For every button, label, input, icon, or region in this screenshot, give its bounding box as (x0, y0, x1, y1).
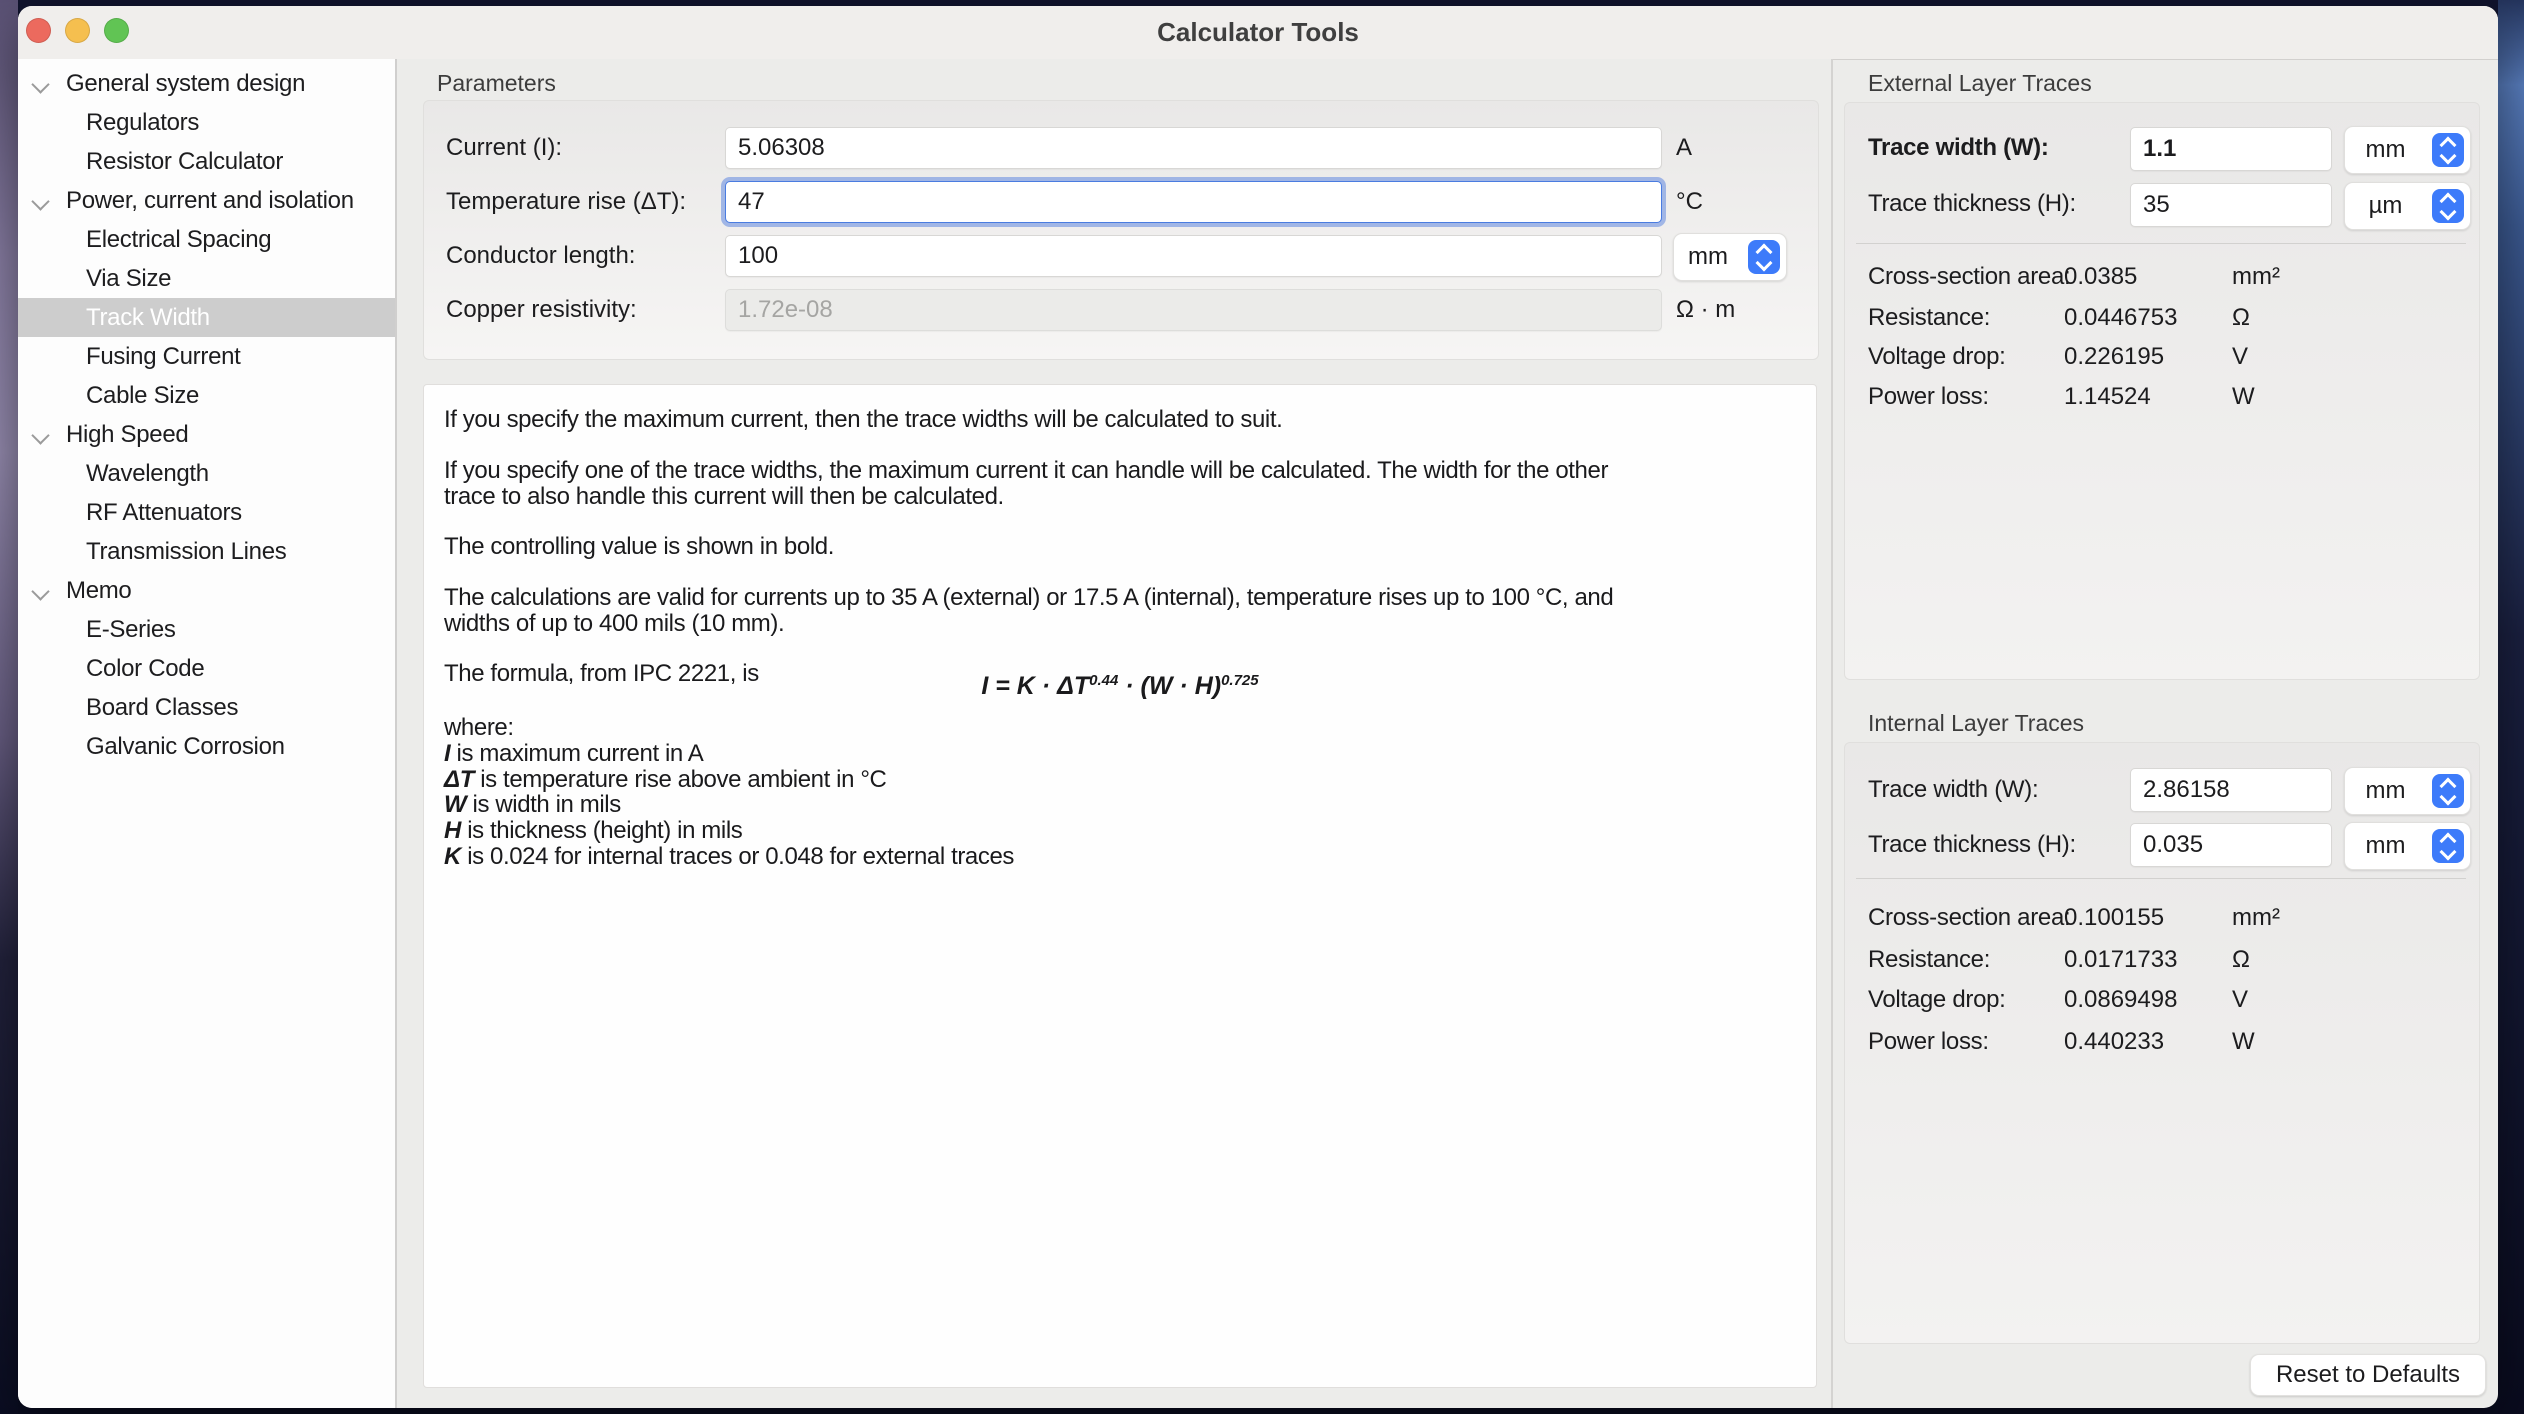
main-right-divider (1831, 59, 1833, 1408)
internal-power-loss-value: 0.440233 (2064, 1028, 2165, 1055)
internal-power-loss-label: Power loss: (1868, 1028, 1989, 1055)
internal-voltage-drop-value: 0.0869498 (2064, 986, 2178, 1013)
help-description-panel (423, 384, 1817, 1388)
current-unit: A (1676, 134, 1693, 161)
description-paragraph: The calculations are valid for currents up to 35 A (external) or 17.5 A (internal), temperature rises up to 100 °C, and (444, 584, 1614, 611)
temperature-rise-label: Temperature rise (ΔT): (446, 188, 687, 215)
internal-cross-section-label: Cross-section area: (1868, 904, 2071, 931)
internal-trace-width-label: Trace width (W): (1868, 776, 2039, 803)
internal-trace-thickness-input[interactable] (2130, 823, 2332, 867)
external-cross-section-label: Cross-section area: (1868, 263, 2071, 290)
conductor-length-label: Conductor length: (446, 242, 636, 269)
internal-power-loss-unit: W (2232, 1028, 2255, 1055)
internal-voltage-drop-unit: V (2232, 986, 2249, 1013)
external-trace-thickness-input[interactable] (2130, 183, 2332, 227)
external-voltage-drop-value: 0.226195 (2064, 343, 2165, 370)
where-item: I is maximum current in A (444, 740, 704, 767)
description-paragraph: The formula, from IPC 2221, is (444, 660, 759, 687)
stepper-icon[interactable] (2432, 133, 2464, 167)
sidebar-item-via-size[interactable]: Via Size (86, 265, 172, 292)
internal-resistance-value: 0.0171733 (2064, 946, 2178, 973)
where-item: W is width in mils (444, 791, 621, 818)
desktop-right-strip (2498, 0, 2524, 1414)
sidebar-item-general-system-design[interactable]: General system design (18, 64, 395, 103)
ipc2221-formula: $I = K \cdot \Delta T^{0.44} \cdot (W \cdot H)^{0.725}$ (981, 672, 1259, 700)
calculator-tools-window (18, 6, 2498, 1408)
description-paragraph: trace to also handle this current will then be calculated. (444, 483, 1004, 510)
where-label: where: (444, 714, 514, 741)
stepper-icon[interactable] (1748, 240, 1780, 274)
parameters-group-title: Parameters (437, 70, 556, 96)
external-voltage-drop-unit: V (2232, 343, 2249, 370)
sidebar-item-wavelength[interactable]: Wavelength (86, 460, 209, 487)
conductor-length-input[interactable] (725, 235, 1662, 277)
sidebar-item-memo[interactable]: Memo (18, 571, 395, 610)
sidebar-item-e-series[interactable]: E-Series (86, 616, 176, 643)
sidebar-item-resistor-calculator[interactable]: Resistor Calculator (86, 148, 284, 175)
internal-trace-thickness-unit-select[interactable]: mm (2344, 822, 2471, 870)
where-item: K is 0.024 for internal traces or 0.048 for external traces (444, 843, 1015, 870)
sidebar-item-cable-size[interactable]: Cable Size (86, 382, 200, 409)
external-power-loss-unit: W (2232, 383, 2255, 410)
title-bar[interactable] (18, 6, 2498, 60)
reset-to-defaults-button[interactable]: Reset to Defaults (2250, 1354, 2486, 1396)
sidebar-item-regulators[interactable]: Regulators (86, 109, 200, 136)
description-paragraph: widths of up to 400 mils (10 mm). (444, 610, 785, 637)
internal-results-divider (1856, 878, 2466, 879)
current-label: Current (I): (446, 134, 563, 161)
sidebar-item-high-speed[interactable]: High Speed (18, 415, 395, 454)
conductor-length-unit-select[interactable]: mm (1673, 233, 1787, 281)
desktop-left-strip (0, 0, 18, 1414)
external-resistance-label: Resistance: (1868, 304, 1991, 331)
chevron-down-icon[interactable] (31, 192, 49, 210)
where-item: ΔT is temperature rise above ambient in °C (444, 766, 887, 793)
internal-trace-thickness-label: Trace thickness (H): (1868, 831, 2076, 858)
calculator-tree-sidebar (18, 59, 395, 1408)
external-cross-section-value: 0.0385 (2064, 263, 2138, 290)
internal-cross-section-unit: mm² (2232, 904, 2280, 931)
external-cross-section-unit: mm² (2232, 263, 2280, 290)
external-voltage-drop-label: Voltage drop: (1868, 343, 2006, 370)
internal-resistance-unit: Ω (2232, 946, 2250, 973)
internal-trace-width-unit-select[interactable]: mm (2344, 767, 2471, 815)
internal-trace-width-input[interactable] (2130, 768, 2332, 812)
external-resistance-value: 0.0446753 (2064, 304, 2178, 331)
internal-layer-traces-title: Internal Layer Traces (1868, 710, 2085, 736)
chevron-down-icon[interactable] (31, 426, 49, 444)
sidebar-item-color-code[interactable]: Color Code (86, 655, 205, 682)
external-trace-thickness-unit-select[interactable]: µm (2344, 182, 2471, 230)
sidebar-item-rf-attenuators[interactable]: RF Attenuators (86, 499, 242, 526)
chevron-down-icon[interactable] (31, 582, 49, 600)
external-power-loss-label: Power loss: (1868, 383, 1989, 410)
sidebar-item-electrical-spacing[interactable]: Electrical Spacing (86, 226, 272, 253)
description-paragraph: If you specify one of the trace widths, the maximum current it can handle will be calculated. The width for the other (444, 457, 1609, 484)
external-layer-traces-title: External Layer Traces (1868, 70, 2092, 96)
external-trace-width-label: Trace width (W): (1868, 134, 2049, 161)
external-trace-width-input[interactable] (2130, 127, 2332, 171)
copper-resistivity-label: Copper resistivity: (446, 296, 637, 323)
sidebar-item-galvanic-corrosion[interactable]: Galvanic Corrosion (86, 733, 285, 760)
sidebar-item-power-current-isolation[interactable]: Power, current and isolation (18, 181, 395, 220)
sidebar-item-track-width[interactable]: Track Width (18, 298, 395, 337)
description-paragraph: The controlling value is shown in bold. (444, 533, 834, 560)
sidebar-item-fusing-current[interactable]: Fusing Current (86, 343, 241, 370)
stepper-icon[interactable] (2432, 829, 2464, 863)
internal-cross-section-value: 0.100155 (2064, 904, 2165, 931)
copper-resistivity-input (725, 289, 1662, 331)
external-power-loss-value: 1.14524 (2064, 383, 2151, 410)
sidebar-item-board-classes[interactable]: Board Classes (86, 694, 239, 721)
sidebar-item-transmission-lines[interactable]: Transmission Lines (86, 538, 287, 565)
current-input[interactable] (725, 127, 1662, 169)
temperature-rise-unit: °C (1676, 188, 1703, 215)
description-paragraph: If you specify the maximum current, then the trace widths will be calculated to suit. (444, 406, 1283, 433)
stepper-icon[interactable] (2432, 774, 2464, 808)
external-results-divider (1856, 243, 2466, 244)
window-title: Calculator Tools (1157, 17, 1359, 47)
copper-resistivity-unit: Ω · m (1676, 296, 1736, 323)
external-trace-thickness-label: Trace thickness (H): (1868, 190, 2076, 217)
external-trace-width-unit-select[interactable]: mm (2344, 126, 2471, 174)
stepper-icon[interactable] (2432, 189, 2464, 223)
chevron-down-icon[interactable] (31, 75, 49, 93)
where-item: H is thickness (height) in mils (444, 817, 743, 844)
temperature-rise-input[interactable] (725, 181, 1662, 223)
internal-resistance-label: Resistance: (1868, 946, 1991, 973)
internal-voltage-drop-label: Voltage drop: (1868, 986, 2006, 1013)
external-resistance-unit: Ω (2232, 304, 2250, 331)
